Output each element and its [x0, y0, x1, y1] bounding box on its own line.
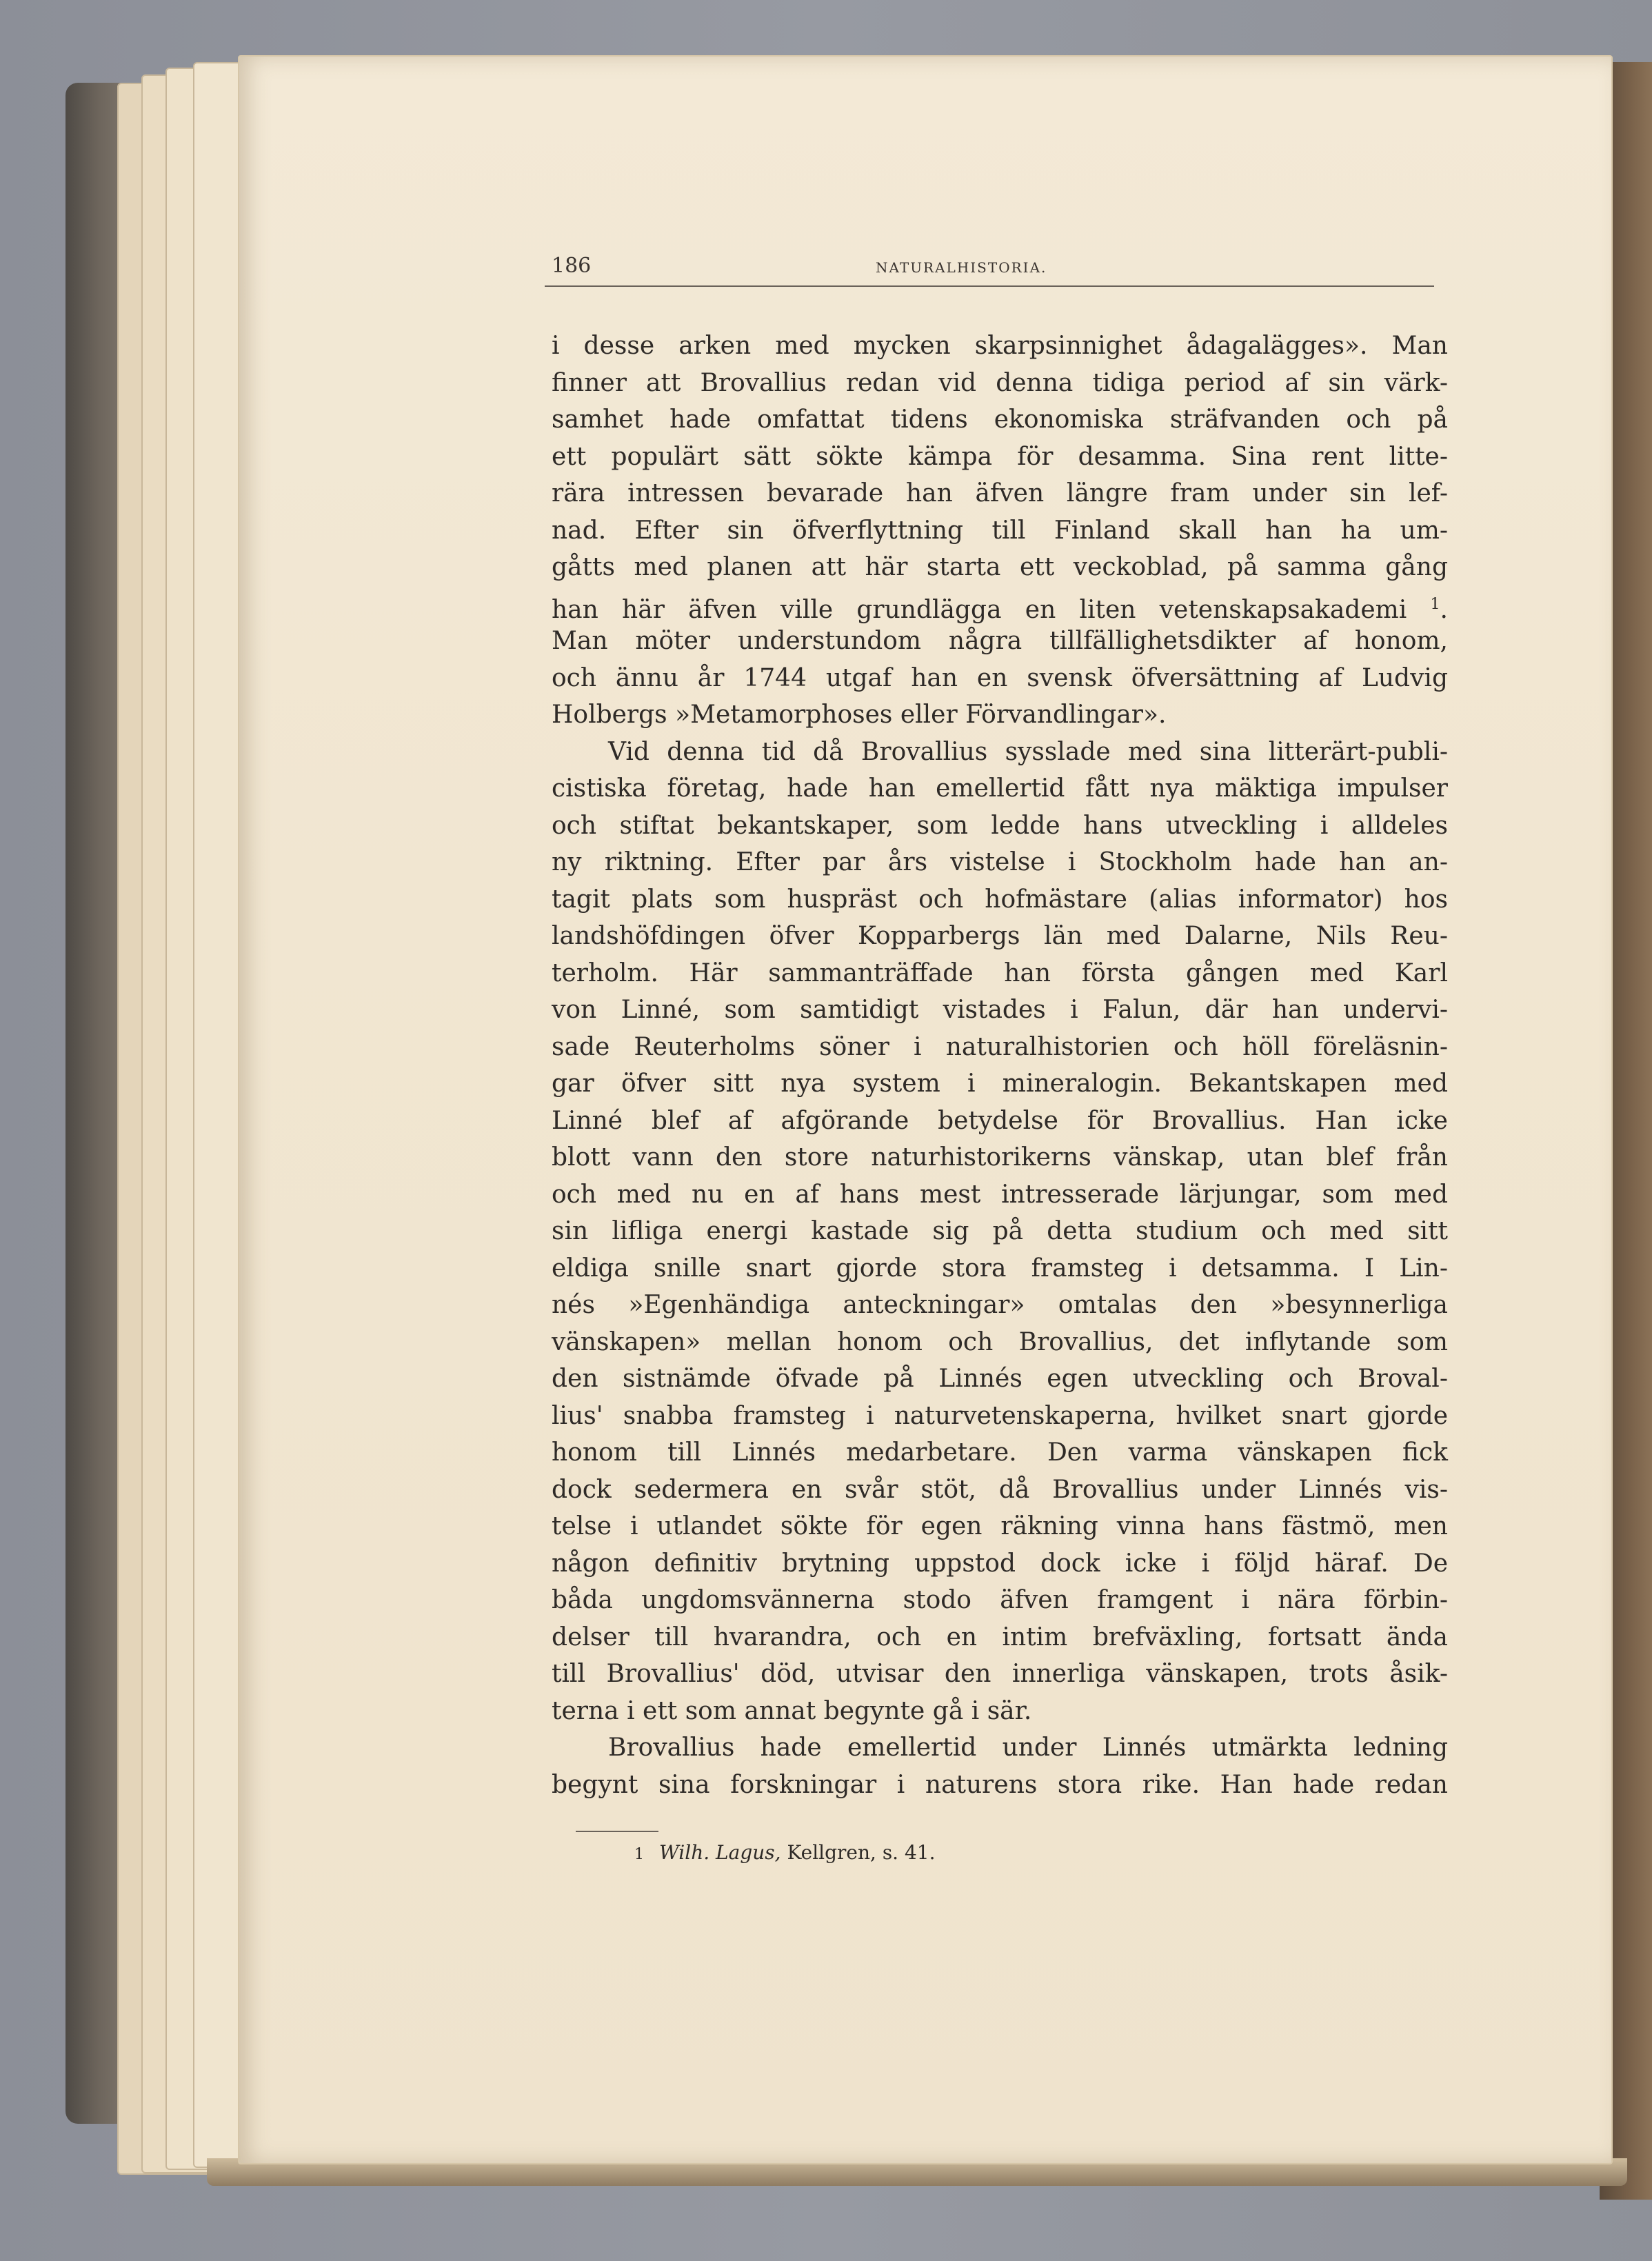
footnote — [634, 1841, 936, 1864]
text-line: finner att Brovallius redan vid denna tidiga period af sin värk- — [552, 368, 1448, 397]
text-line: dock sedermera en svår stöt, då Brovallius under Linnés vis- — [552, 1475, 1448, 1504]
text-line: cistiska företag, hade han emellertid fått nya mäktiga impulser — [552, 774, 1448, 803]
text-line: nad. Efter sin öfverflyttning till Finland skall han ha um- — [552, 516, 1448, 545]
text-line: till Brovallius' död, utvisar den innerliga vänskapen, trots åsik- — [552, 1660, 1448, 1688]
page-number: 186 — [552, 254, 592, 278]
text-line: Brovallius hade emellertid under Linnés utmärkta ledning — [608, 1734, 1448, 1762]
footnote-text: Kellgren, s. 41. — [787, 1841, 936, 1864]
text-line: ny riktning. Efter par års vistelse i Stockholm hade han an- — [552, 848, 1448, 876]
text-line: terna i ett som annat begynte gå i sär. — [552, 1696, 1032, 1725]
text-line: telse i utlandet sökte för egen räkning vinna hans fästmö, men — [552, 1512, 1448, 1540]
text-line: den sistnämde öfvade på Linnés egen utveckling och Broval- — [552, 1365, 1448, 1393]
text-line: Vid denna tid då Brovallius sysslade med sina litterärt-publi- — [608, 737, 1448, 766]
text-line: sade Reuterholms söner i naturalhistorien och höll föreläsnin- — [552, 1032, 1448, 1061]
text-line: Linné blef af afgörande betydelse för Brovallius. Han icke — [552, 1106, 1448, 1135]
footnote-reference: 1 — [1430, 595, 1440, 613]
text-line: blott vann den store naturhistorikerns vänskap, utan blef från — [552, 1143, 1448, 1172]
footnote-mark: 1 — [634, 1846, 644, 1863]
text-line: gåtts med planen att här starta ett veckoblad, på samma gång — [552, 553, 1448, 581]
text-line: ett populärt sätt sökte kämpa för desamma. Sina rent litte- — [552, 442, 1448, 471]
text-line: nés »Egenhändiga anteckningar» omtalas den »besynnerliga — [552, 1291, 1448, 1319]
running-title: NATURALHISTORIA. — [876, 259, 1047, 276]
text-line: och ännu år 1744 utgaf han en svensk öfversättning af Ludvig — [552, 663, 1448, 692]
text-line: lius' snabba framsteg i naturvetenskaperna, hvilket snart gjorde — [552, 1401, 1448, 1430]
text-line: samhet hade omfattat tidens ekonomiska sträfvanden och på — [552, 405, 1448, 434]
text-line: begynt sina forskningar i naturens stora rike. Han hade redan — [552, 1770, 1448, 1799]
text-line: eldiga snille snart gjorde stora framsteg i detsamma. I Lin- — [552, 1254, 1448, 1283]
text-line: han här äfven ville grundlägga en liten vetenskapsakademi $^1$. — [552, 595, 1448, 624]
page-header — [552, 254, 1433, 287]
text-line: båda ungdomsvännerna stodo äfven framgent i nära förbin- — [552, 1586, 1448, 1614]
text-line: tagit plats som huspräst och hofmästare (alias informator) hos — [552, 885, 1448, 914]
text-line: i desse arken med mycken skarpsinnighet ådagalägges». Man — [552, 332, 1448, 360]
text-line: och stiftat bekantskaper, som ledde hans utveckling i alldeles — [552, 811, 1448, 840]
text-line: honom till Linnés medarbetare. Den varma vänskapen fick — [552, 1438, 1448, 1467]
text-line: rära intressen bevarade han äfven längre fram under sin lef- — [552, 479, 1448, 508]
text-line: sin lifliga energi kastade sig på detta studium och med sitt — [552, 1217, 1448, 1245]
text-line: gar öfver sitt nya system i mineralogin. Bekantskapen med — [552, 1069, 1448, 1098]
text-line: vänskapen» mellan honom och Brovallius, det inflytande som — [552, 1327, 1448, 1356]
text-line: Holbergs »Metamorphoses eller Förvandlingar». — [552, 701, 1167, 729]
text-line: Man möter understundom några tillfällighetsdikter af honom, — [552, 627, 1448, 655]
footnote-rule — [576, 1831, 658, 1832]
footnote-author: Wilh. Lagus, — [659, 1841, 781, 1864]
header-rule — [545, 285, 1434, 287]
text-line-content: han här äfven ville grundlägga en liten vetenskapsakademi — [552, 595, 1407, 624]
text-line: landshöfdingen öfver Kopparbergs län med Dalarne, Nils Reu- — [552, 922, 1448, 950]
text-line: von Linné, som samtidigt vistades i Falun, där han undervi- — [552, 996, 1448, 1024]
text-line: någon definitiv brytning uppstod dock icke i följd häraf. De — [552, 1549, 1448, 1578]
text-line: delser till hvarandra, och en intim brefväxling, fortsatt ända — [552, 1622, 1448, 1651]
text-line: och med nu en af hans mest intresserade lärjungar, som med — [552, 1180, 1448, 1209]
text-line: terholm. Här sammanträffade han första gången med Karl — [552, 958, 1448, 987]
body-text — [552, 328, 1448, 1803]
